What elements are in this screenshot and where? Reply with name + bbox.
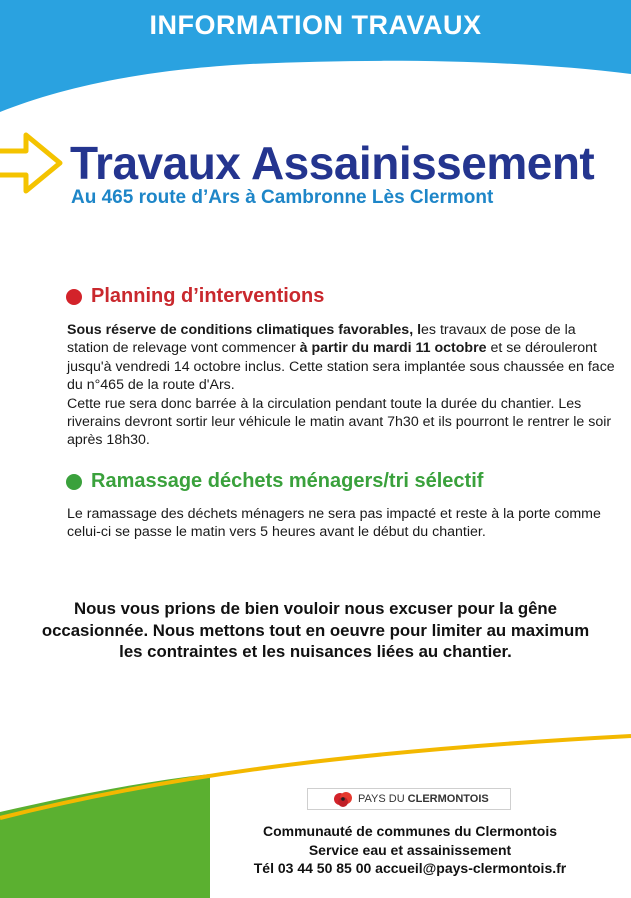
ramassage-title: Ramassage déchets ménagers/tri sélectif: [91, 470, 484, 492]
planning-text-1: es travaux de pose de la station de relevage vont commencer: [67, 322, 576, 357]
banner-title: INFORMATION TRAVAUX: [149, 10, 482, 40]
footer-service: Service eau et assainissement: [308, 841, 512, 858]
green-bullet-icon: [66, 474, 82, 490]
planning-text-3: Cette rue sera donc barrée à la circulation pendant toute la durée du chantier. Les riverains devront sortir leur véhicule le matin avant 7h30 et ils pourront le rentrer le soir après 18h30.: [67, 395, 612, 449]
page-title: Travaux Assainissement: [70, 137, 595, 189]
planning-text-2: et se dérouleront jusqu'à vendredi 14 octobre inclus. Cette station sera implantée sous chaussée en face du n°465 de la route d'Ars.: [67, 340, 615, 394]
planning-conditions: Sous réserve de conditions climatiques favorables, l: [67, 322, 422, 338]
logo-prefix: PAYS DU: [358, 793, 405, 805]
planning-start-date: à partir du mardi 11 octobre: [299, 340, 487, 357]
footer-phone-email: Tél 03 44 50 85 00 accueil@pays-clermontois.fr: [253, 860, 567, 876]
page-subtitle: Au 465 route d’Ars à Cambronne Lès Clermont: [71, 187, 494, 208]
planning-heading: [66, 285, 324, 308]
logo-name: CLERMONTOIS: [407, 793, 489, 805]
ramassage-paragraph: Le ramassage des déchets ménagers ne sera pas impacté et reste à la porte comme celui-ci se passe le matin vers 5 heures avant le début du chantier.: [67, 506, 601, 541]
arrow-right-outline-icon: [0, 130, 66, 196]
footer-organization: Communauté de communes du Clermontois: [262, 823, 558, 839]
footer-contact: [210, 822, 610, 878]
pays-du-clermontois-logo: [307, 788, 511, 810]
apology-message: Nous vous prions de bien vouloir nous excuser pour la gêne occasionnée. Nous mettons tout en oeuvre pour limiter au maximum les contraintes et les nuisances liées au chantier.: [41, 599, 590, 661]
poppy-flower-icon: [332, 790, 354, 808]
planning-title: Planning d’interventions: [91, 285, 325, 307]
planning-paragraph: [67, 321, 615, 450]
red-bullet-icon: [66, 289, 82, 305]
ramassage-heading: [66, 470, 483, 493]
